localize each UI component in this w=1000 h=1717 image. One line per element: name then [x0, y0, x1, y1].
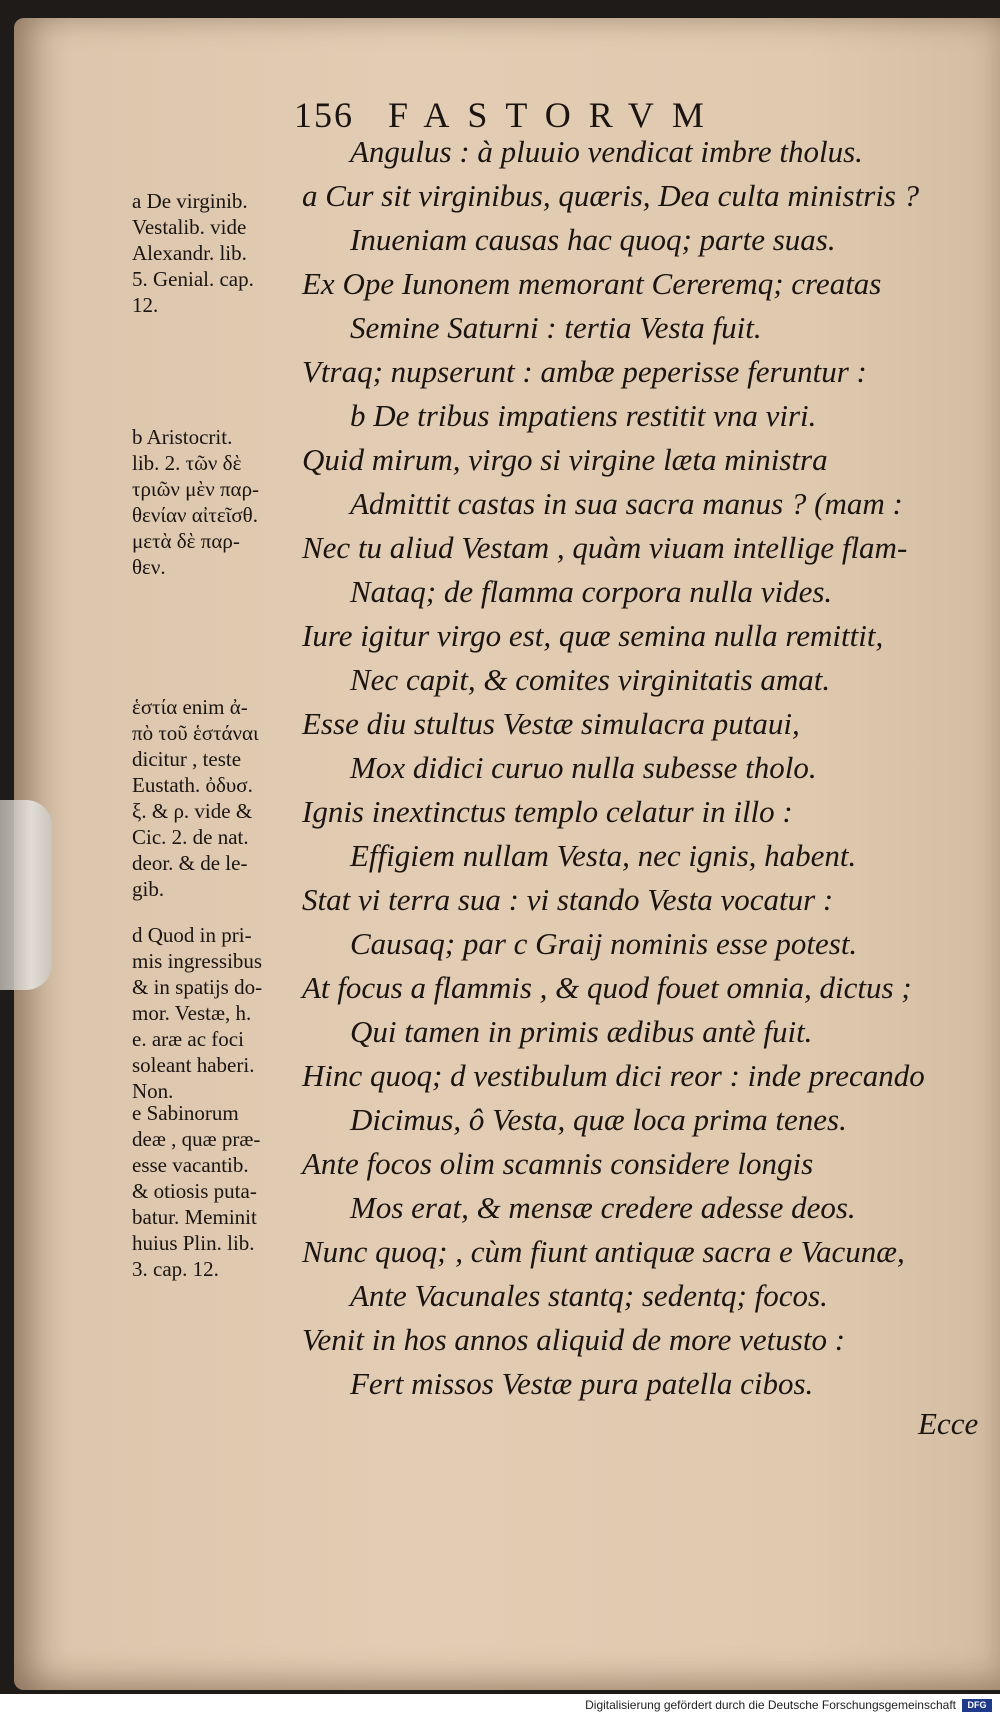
verse-line: Venit in hos annos aliquid de more vetusto : [302, 1322, 846, 1357]
margin-note-line: & in spatijs do- [132, 975, 263, 999]
margin-note-line: batur. Meminit [132, 1205, 257, 1229]
verse-line: Nunc quoq; , cùm fiunt antiquæ sacra e Vacunæ, [302, 1234, 905, 1269]
margin-note-line: Non. [132, 1079, 174, 1103]
verse-line: Effigiem nullam Vesta, nec ignis, habent. [350, 838, 857, 873]
margin-note-line: τριῶν μὲν παρ- [132, 477, 260, 501]
margin-note-line: θενίαν αἰτεῖσθ. [132, 503, 258, 527]
verse-line: Ignis inextinctus templo celatur in illo : [302, 794, 793, 829]
verse-line: Mos erat, & mensæ credere adesse deos. [350, 1190, 856, 1225]
margin-note-line: lib. 2. τῶν δὲ [132, 451, 242, 475]
verse-line: Dicimus, ô Vesta, quæ loca prima tenes. [350, 1102, 847, 1137]
margin-note-line: soleant haberi. [132, 1053, 255, 1077]
verse-line: Fert missos Vestæ pura patella cibos. [350, 1366, 814, 1401]
verse-line: Quid mirum, virgo si virgine læta ministra [302, 442, 828, 477]
margin-note-line: d Quod in pri- [132, 923, 252, 947]
margin-note [132, 424, 259, 580]
verse-line: Angulus : à pluuio vendicat imbre tholus. [350, 134, 863, 169]
page-number: 156 [294, 95, 354, 135]
verse-line: Qui tamen in primis ædibus antè fuit. [350, 1014, 813, 1049]
margin-note-line: πὸ τοῦ ἑστάναι [132, 721, 259, 745]
margin-note [132, 694, 259, 902]
verse-line: Mox didici curuo nulla subesse tholo. [350, 750, 817, 785]
footer-bar [0, 1694, 1000, 1717]
margin-note-line: mis ingressibus [132, 949, 263, 973]
verse-line: b De tribus impatiens restitit vna viri. [350, 398, 817, 433]
verse-line: a Cur sit virginibus, quæris, Dea culta ministris ? [302, 178, 920, 213]
margin-note-line: Alexandr. lib. [132, 241, 247, 265]
verse-line: Inueniam causas hac quoq; parte suas. [350, 222, 836, 257]
margin-note [132, 922, 262, 1104]
margin-note-line: gib. [132, 877, 165, 901]
verse-line: Causaq; par c Graij nominis esse potest. [350, 926, 858, 961]
margin-note-line: Eustath. ὀδυσ. [132, 773, 253, 797]
margin-note-line: deæ , quæ præ- [132, 1127, 261, 1151]
verse-line: At focus a flammis , & quod fouet omnia, dictus ; [302, 970, 912, 1005]
margin-note-line: a De virginib. [132, 189, 248, 213]
margin-note-line: Vestalib. vide [132, 215, 247, 239]
verse-line: Nec tu aliud Vestam , quàm viuam intellige flam- [302, 530, 908, 565]
verse-line: Stat vi terra sua : vi stando Vesta vocatur : [302, 882, 834, 917]
margin-note-line: Cic. 2. de nat. [132, 825, 249, 849]
catchword: Ecce [918, 1406, 979, 1441]
margin-note-line: huius Plin. lib. [132, 1231, 255, 1255]
verse-line: Esse diu stultus Vestæ simulacra putaui, [302, 706, 800, 741]
verse-line: Nataq; de flamma corpora nulla vides. [350, 574, 833, 609]
margin-note-line: θεν. [132, 555, 166, 579]
page-clip [0, 800, 52, 990]
margin-note-line: 3. cap. 12. [132, 1257, 219, 1281]
margin-note-line: μετὰ δὲ παρ- [132, 529, 240, 553]
book-page [14, 18, 1000, 1690]
margin-note-line: 5. Genial. cap. [132, 267, 254, 291]
margin-note-line: mor. Vestæ, h. [132, 1001, 252, 1025]
margin-note-line: e. aræ ac foci [132, 1027, 244, 1051]
margin-note [132, 188, 254, 318]
margin-note-line: & otiosis puta- [132, 1179, 257, 1203]
verse-line: Nec capit, & comites virginitatis amat. [350, 662, 831, 697]
margin-note-line: esse vacantib. [132, 1153, 249, 1177]
verse-line: Ante focos olim scamnis considere longis [302, 1146, 814, 1181]
verse-line: Vtraq; nupserunt : ambæ peperisse feruntur : [302, 354, 867, 389]
running-title: FASTORVM [388, 95, 722, 135]
margin-note [132, 1100, 260, 1282]
margin-note-line: b Aristocrit. [132, 425, 233, 449]
footer-text: Digitalisierung gefördert durch die Deutsche Forschungsgemeinschaft [585, 1698, 956, 1712]
verse-line: Iure igitur virgo est, quæ semina nulla remittit, [302, 618, 884, 653]
margin-note-line: ξ. & ρ. vide & [132, 799, 253, 823]
verse-line: Ante Vacunales stantq; sedentq; focos. [350, 1278, 828, 1313]
margin-note-line: ἑστία enim ἀ- [132, 695, 248, 719]
verse-line: Semine Saturni : tertia Vesta fuit. [350, 310, 762, 345]
verse-line: Ex Ope Iunonem memorant Cereremq; creatas [302, 266, 882, 301]
margin-note-line: 12. [132, 293, 159, 317]
margin-note-line: deor. & de le- [132, 851, 248, 875]
verse-text [302, 130, 1000, 1406]
margin-note-line: dicitur , teste [132, 747, 242, 771]
dfg-logo: DFG [962, 1699, 992, 1712]
margin-note-line: e Sabinorum [132, 1101, 239, 1125]
verse-line: Hinc quoq; d vestibulum dici reor : inde precando [302, 1058, 925, 1093]
verse-line: Admittit castas in sua sacra manus ? (mam : [350, 486, 903, 521]
